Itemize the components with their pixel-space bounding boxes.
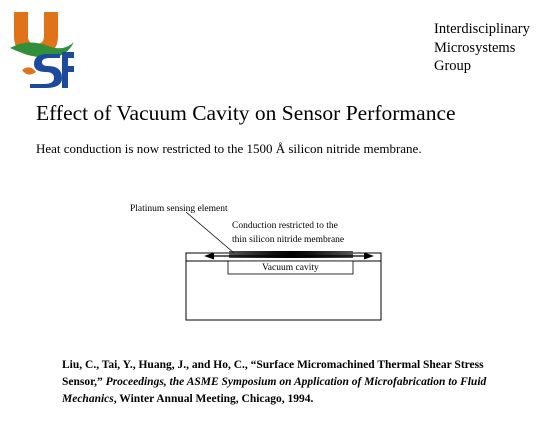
element-leader-line	[186, 212, 234, 253]
citation-authors: Liu, C., Tai, Y., Huang, J., and Ho, C., “Surface Micromachined Thermal Shear Stress Sensor,”	[62, 359, 484, 388]
slide-subtitle: Heat conduction is now restricted to the 1500 Å silicon nitride membrane.	[36, 141, 422, 156]
slide-title: Effect of Vacuum Cavity on Sensor Performance	[36, 101, 456, 125]
citation	[62, 357, 512, 408]
label-vacuum-cavity: Vacuum cavity	[262, 263, 319, 273]
label-conduction-line-1: Conduction restricted to the	[232, 221, 338, 231]
platinum-element	[229, 251, 353, 258]
label-platinum-element: Platinum sensing element	[130, 204, 228, 214]
group-line-2: Microsystems	[434, 39, 516, 56]
group-line-1: Interdisciplinary	[434, 21, 530, 37]
group-line-3: Group	[434, 58, 472, 74]
label-conduction-line-2: thin silicon nitride membrane	[232, 235, 345, 245]
citation-proceedings: Proceedings, the ASME Symposium on Application of Microfabrication to Fluid Mechanics	[62, 376, 487, 405]
citation-meeting: , Winter Annual Meeting, Chicago, 1994.	[113, 393, 314, 405]
